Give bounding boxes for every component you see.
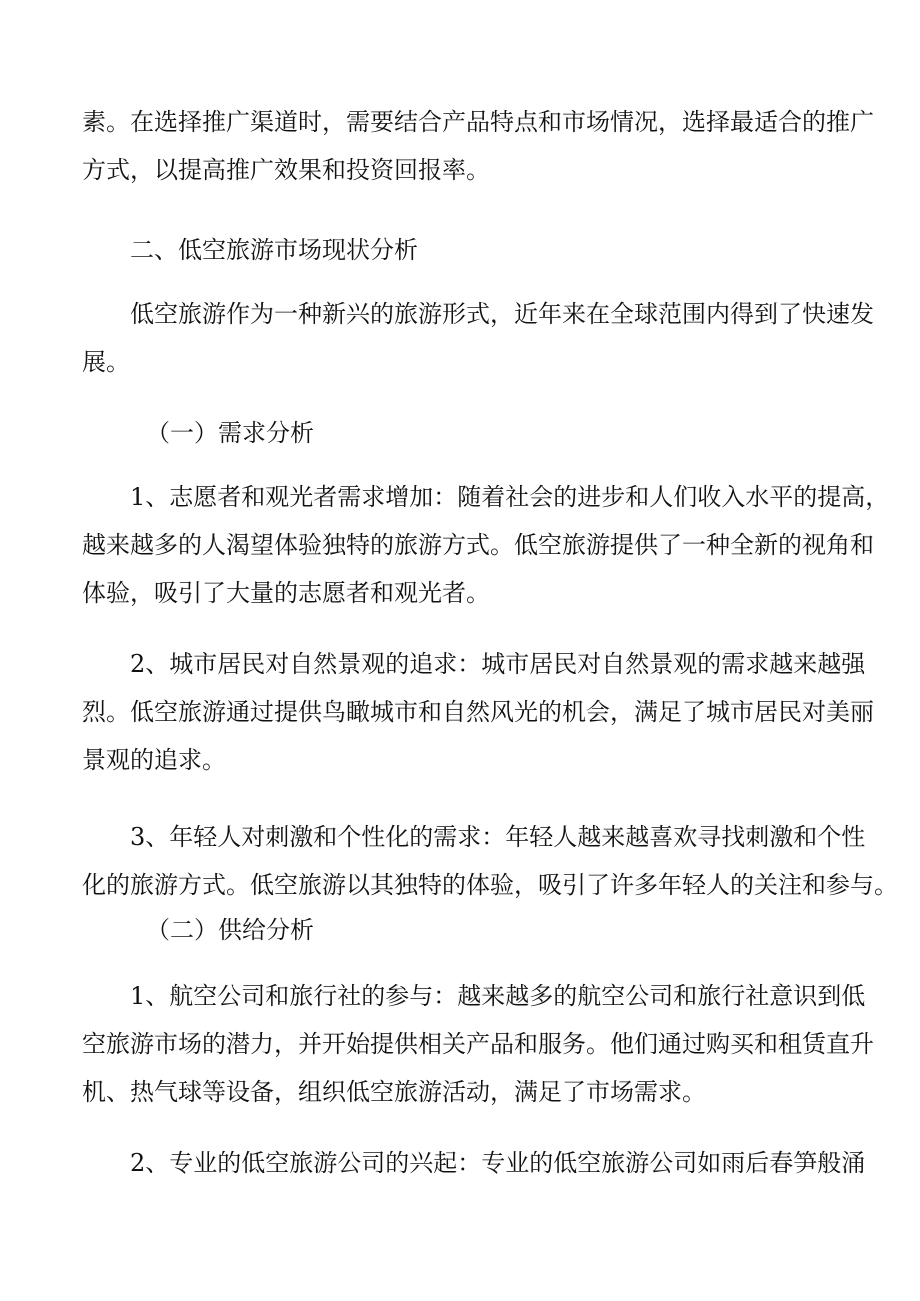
paragraph-line: 3、年轻人对刺激和个性化的需求：年轻人越来越喜欢寻找刺激和个性 (130, 823, 866, 851)
subsection-heading-supply (82, 906, 844, 954)
paragraph-supply-1 (82, 972, 874, 1116)
paragraph-line: 机、热气球等设备，组织低空旅游活动，满足了市场需求。 (82, 1078, 706, 1106)
paragraph-line: 2、城市居民对自然景观的追求：城市居民对自然景观的需求越来越强 (130, 650, 866, 678)
paragraph-line: 体验，吸引了大量的志愿者和观光者。 (82, 579, 490, 607)
paragraph-line: 化的旅游方式。低空旅游以其独特的体验，吸引了许多年轻人的关注和参与。 (82, 871, 898, 899)
paragraph-supply-2 (82, 1139, 866, 1187)
paragraph-line: 1、志愿者和观光者需求增加：随着社会的进步和人们收入水平的提高， (130, 483, 890, 511)
paragraph-line: 低空旅游作为一种新兴的旅游形式，近年来在全球范围内得到了快速发 (130, 300, 874, 328)
paragraph-line: 越来越多的人渴望体验独特的旅游方式。低空旅游提供了一种全新的视角和 (82, 531, 874, 559)
paragraph-line: 2、专业的低空旅游公司的兴起：专业的低空旅游公司如雨后春笋般涌 (130, 1149, 866, 1177)
paragraph-continuation (82, 98, 874, 194)
subsection-heading-demand (82, 409, 844, 457)
paragraph-line: 素。在选择推广渠道时，需要结合产品特点和市场情况，选择最适合的推广 (82, 108, 874, 136)
paragraph-line: 展。 (82, 348, 130, 376)
paragraph-demand-3 (82, 813, 898, 909)
paragraph-line: 景观的追求。 (82, 746, 226, 774)
subsection-heading-text: （一）需求分析 (146, 419, 314, 447)
section-heading (82, 226, 844, 274)
subsection-heading-text: （二）供给分析 (146, 916, 314, 944)
paragraph-line: 空旅游市场的潜力，并开始提供相关产品和服务。他们通过购买和租赁直升 (82, 1030, 874, 1058)
paragraph-demand-1 (82, 473, 890, 617)
paragraph-line: 烈。低空旅游通过提供鸟瞰城市和自然风光的机会，满足了城市居民对美丽 (82, 698, 874, 726)
paragraph-line: 方式，以提高推广效果和投资回报率。 (82, 156, 490, 184)
section-heading-text: 二、低空旅游市场现状分析 (130, 236, 418, 264)
paragraph-line: 1、航空公司和旅行社的参与：越来越多的航空公司和旅行社意识到低 (130, 982, 866, 1010)
paragraph-intro (82, 290, 874, 386)
paragraph-demand-2 (82, 640, 874, 784)
